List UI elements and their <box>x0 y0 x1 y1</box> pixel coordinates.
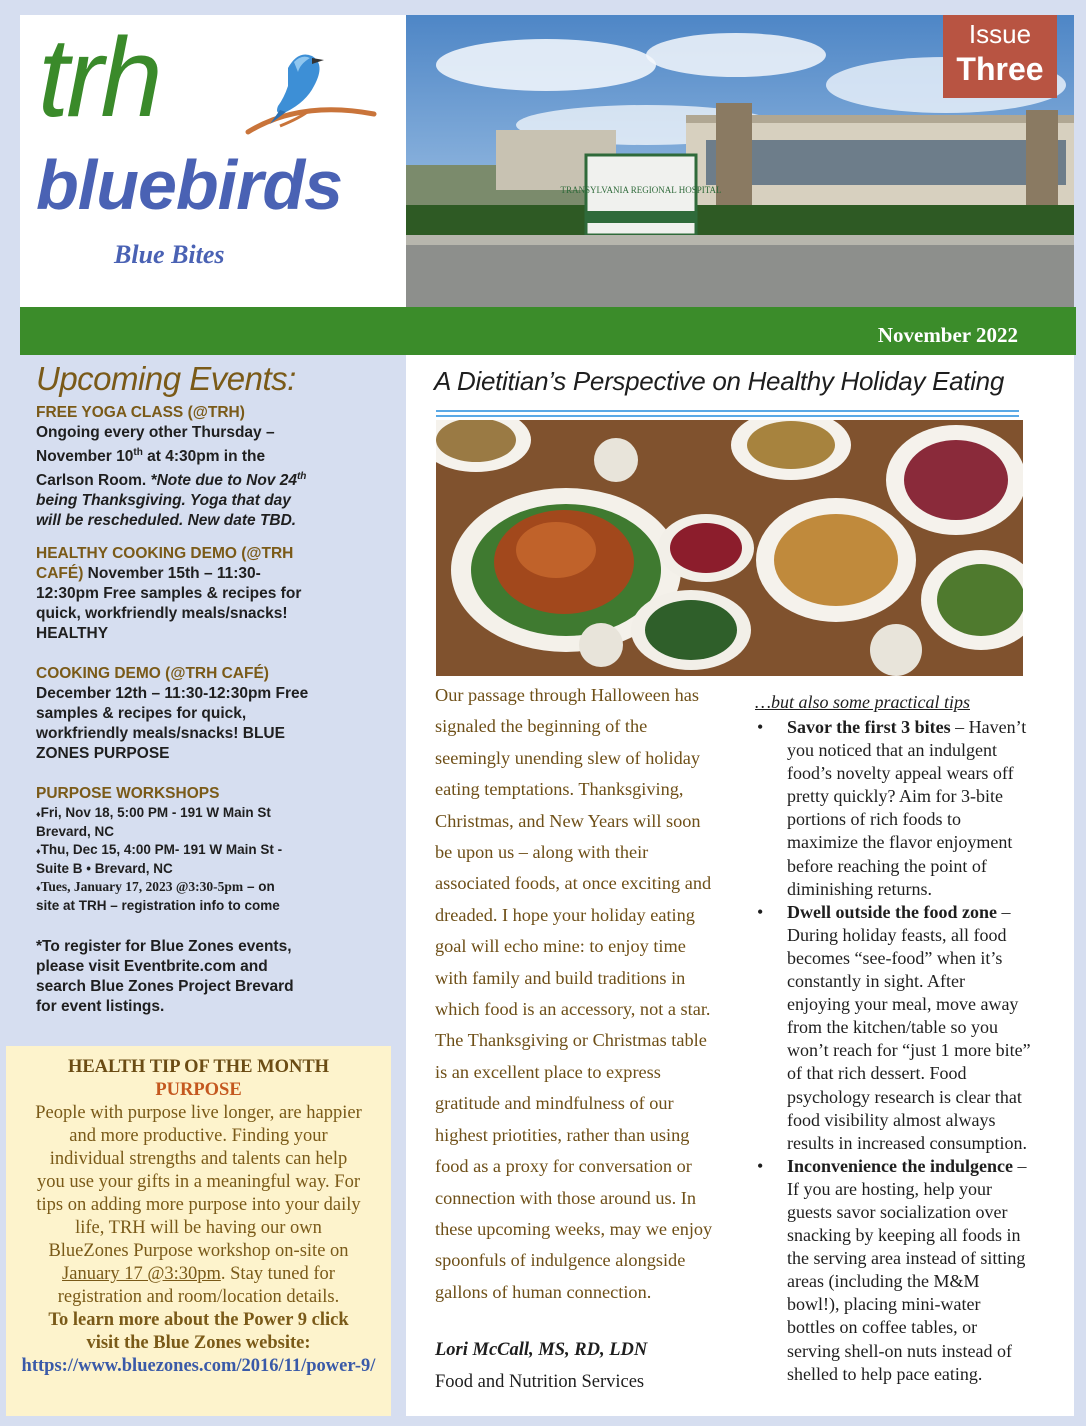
holiday-food-photo <box>436 420 1023 676</box>
event-title: FREE YOGA CLASS (@TRH) <box>36 404 245 421</box>
logo-bluebirds: bluebirds <box>36 146 343 224</box>
event-cooking-demo: COOKING DEMO (@TRH CAFÉ) December 12th – 11:30-12:30pm Free samples & recipes for quick, workfriendly meals/snacks! BLUE ZONES PURPOSE <box>36 664 346 764</box>
events-heading: Upcoming Events: <box>36 360 296 397</box>
tip-item: • Inconvenience the indulgence – If you are hosting, help your guests savor socialization over snacking by keeping all foods in the serving area instead of sitting areas (including the M&M bowl!), placing mini-water bottles on coffee tables, or serving shell-on nuts instead of shelled to help pace eating. <box>757 1155 1027 1384</box>
issue-date: November 2022 <box>877 323 1018 347</box>
title-rule <box>436 410 1019 412</box>
title-rule <box>436 415 1019 417</box>
issue-number: Three <box>956 51 1044 87</box>
article-title: A Dietitian’s Perspective on Healthy Holiday Eating <box>434 366 1005 396</box>
event-title: COOKING DEMO (@TRH CAFÉ) <box>36 665 269 682</box>
bluebird-icon <box>240 40 380 140</box>
event-yoga: FREE YOGA CLASS (@TRH) Ongoing every other Thursday – November 10th at 4:30pm in the Carlson Room. *Note due to Nov 24th being Thanksgiving. Yoga that day will be rescheduled. New date TBD. <box>36 403 346 531</box>
issue-badge <box>943 15 1057 98</box>
register-note: *To register for Blue Zones events, please visit Eventbrite.com and search Blue Zones Project Brevard for event listings. <box>36 938 294 1015</box>
event-purpose-workshops: PURPOSE WORKSHOPS ♦Fri, Nov 18, 5:00 PM - 191 W Main St Brevard, NC ♦Thu, Dec 15, 4:00 PM- 191 W Main St - Suite B • Brevard, NC ♦Tues, January 17, 2023 @3:30-5pm – on site at TRH – registration info to come <box>36 784 346 915</box>
bullet-icon: • <box>757 717 764 737</box>
author-name: Lori McCall, MS, RD, LDN <box>435 1340 648 1360</box>
tip-item: • Savor the first 3 bites – Haven’t you noticed that an indulgent food’s novelty appeal wears off pretty quickly? Aim for 3-bite portions of rich foods to maximize the flavor enjoyment before reaching the point of diminishing returns. <box>757 717 1027 899</box>
tips-heading: …but also some practical tips <box>755 692 970 712</box>
hospital-sign-text: TRANSYLVANIA REGIONAL HOSPITAL <box>560 185 722 195</box>
bullet-icon: • <box>757 901 764 922</box>
workshop-date-link[interactable]: January 17 @3:30pm <box>62 1264 221 1284</box>
issue-label: Issue <box>968 19 1032 49</box>
tips-list <box>755 716 1067 1386</box>
author-department: Food and Nutrition Services <box>435 1372 645 1392</box>
article-body: Our passage through Halloween has signaled the beginning of the seemingly unending slew of holiday eating temptations. Thanksgiving, Christmas, and New Years will soon be upon us – along with their associated foods, at once exciting and dreaded. I hope your holiday eating goal will echo mine: to enjoy time with family and build traditions in which food is an accessory, not a star. The Thanksgiving or Christmas table is an excellent place to express gratitude and mindfulness of our highest priotities, rather than using food as a proxy for conversation or connection with those around us. In these upcoming weeks, may we enjoy spoonfuls of indulgence alongside gallons of human connection. <box>435 685 713 1302</box>
newsletter-subtitle: Blue Bites <box>114 240 225 269</box>
workshop-item: ♦Thu, Dec 15, 4:00 PM- 191 W Main St - <box>36 842 283 857</box>
tip-item: • Dwell outside the food zone – During holiday feasts, all food becomes “see-food” when it’s constantly in sight. After enjoying your meal, move away from the kitchen/table so you won’t reach for “just 1 more bite” of that rich dessert. Food psychology research is clear that food visibility almost always results in increased consumption. <box>757 901 1031 1153</box>
workshop-item: ♦Fri, Nov 18, 5:00 PM - 191 W Main St <box>36 805 271 820</box>
bullet-icon: • <box>757 1155 764 1176</box>
health-tip-subheading: PURPOSE <box>155 1080 242 1100</box>
workshop-item: ♦Tues, January 17, 2023 @3:30-5pm – on <box>36 879 275 894</box>
health-tip-body: People with purpose live longer, are happier and more productive. Finding your individual strengths and talents can help you use your gifts in a meaningful way. For tips on adding more purpose into your daily life, TRH will be having our own BlueZones Purpose workshop on-site on January 17 @3:30pm. Stay tuned for registration and room/location details. To learn more about the Power 9 click visit the Blue Zones website: https://www.bluezones.com/2016/11/power-9/ <box>6 1102 391 1378</box>
event-title: PURPOSE WORKSHOPS <box>36 785 220 802</box>
bluezones-link[interactable]: https://www.bluezones.com/2016/11/power-9/ <box>21 1356 376 1376</box>
health-tip-box <box>6 1046 391 1416</box>
logo-trh: trh <box>38 15 160 140</box>
health-tip-heading: HEALTH TIP OF THE MONTH <box>67 1057 330 1077</box>
event-healthy-cooking-demo: HEALTHY COOKING DEMO (@TRH CAFÉ) November 15th – 11:30- 12:30pm Free samples & recipes for quick, workfriendly meals/snacks! HEALTHY <box>36 544 346 644</box>
date-bar <box>20 307 1076 355</box>
event-title: HEALTHY COOKING DEMO (@TRH <box>36 545 294 562</box>
